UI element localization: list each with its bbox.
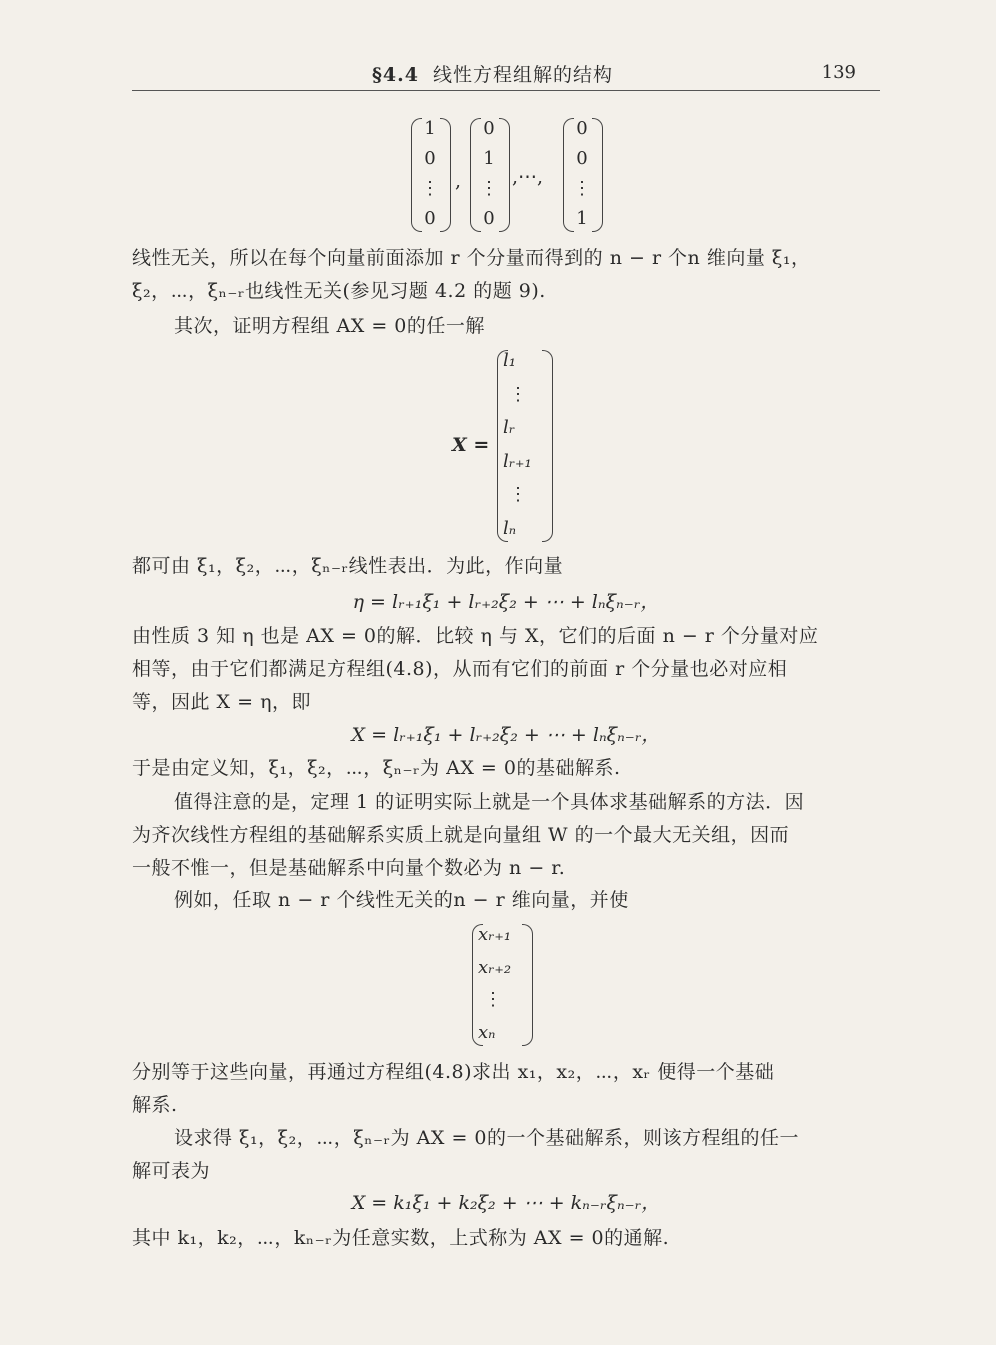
paragraph: 于是由定义知，ξ₁，ξ₂，⋯，ξₙ₋ᵣ为 AX = 0的基础解系. (132, 757, 621, 779)
right-paren (522, 924, 533, 1046)
text-line: 线性无关，所以在每个向量前面添加 r 个分量而得到的 n − r 个n 维向量 ξ₁， (132, 247, 811, 269)
paragraph (132, 1056, 880, 1122)
column-vector-1 (418, 118, 442, 230)
cell: ⋮ (421, 178, 439, 199)
comma: , (455, 170, 462, 192)
cell: 1 (576, 208, 588, 229)
cell: xₙ (478, 1021, 496, 1043)
vector-entries (503, 350, 547, 540)
section-title (372, 60, 613, 87)
column-vector-2 (477, 118, 501, 230)
cell: xᵣ₊₁ (478, 924, 512, 945)
cell: 0 (576, 118, 588, 139)
paragraph (132, 242, 880, 308)
text-line: 相等，由于它们都满足方程组(4.8)，从而有它们的前面 r 个分量也必对应相 (132, 658, 788, 680)
equation-x: X = lᵣ₊₁ξ₁ + lᵣ₊₂ξ₂ + ⋯ + lₙξₙ₋ᵣ， (351, 724, 661, 746)
vector-label: X = (452, 434, 490, 456)
cell: 0 (483, 208, 495, 229)
text-line: 值得注意的是，定理 1 的证明实际上就是一个具体求基础解系的方法．因 (174, 791, 805, 813)
cell: ⋮ (509, 383, 527, 405)
paragraph: 其次，证明方程组 AX = 0的任一解 (174, 315, 485, 337)
paragraph: 例如，任取 n − r 个线性无关的n − r 维向量，并使 (174, 889, 629, 911)
text-line: 等，因此 X = η，即 (132, 691, 311, 713)
vector-entries (478, 924, 528, 1044)
text-line: 解系. (132, 1094, 178, 1116)
text-line: 由性质 3 知 η 也是 AX = 0的解．比较 η 与 X，它们的后面 n − r 个分量对应 (132, 625, 819, 647)
right-paren (542, 350, 553, 542)
cell: l₁ (503, 350, 516, 371)
text-line: ξ₂，⋯，ξₙ₋ᵣ也线性无关(参见习题 4.2 的题 9). (132, 280, 546, 302)
text-line: 为齐次线性方程组的基础解系实质上就是向量组 W 的一个最大无关组，因而 (132, 824, 790, 846)
cell: 1 (424, 118, 436, 139)
cell: 0 (576, 148, 588, 169)
text-line: 一般不惟一，但是基础解系中向量个数必为 n − r. (132, 857, 566, 879)
separator: ,⋯, (512, 166, 544, 188)
right-paren (440, 118, 451, 232)
column-vector-3 (570, 118, 594, 230)
paragraph (132, 620, 880, 719)
paragraph (132, 1122, 880, 1188)
cell: ⋮ (484, 989, 502, 1011)
right-paren (592, 118, 603, 232)
paragraph: 都可由 ξ₁，ξ₂，⋯，ξₙ₋ᵣ线性表出．为此，作向量 (132, 555, 564, 577)
cell: xᵣ₊₂ (478, 956, 512, 978)
page-number: 139 (821, 62, 856, 83)
cell: 1 (483, 148, 495, 169)
equation-eta: η = lᵣ₊₁ξ₁ + lᵣ₊₂ξ₂ + ⋯ + lₙξₙ₋ᵣ， (352, 591, 660, 613)
cell: lᵣ (503, 417, 516, 439)
cell: 0 (483, 118, 495, 139)
right-paren (499, 118, 510, 232)
paragraph: 其中 k₁，k₂，⋯，kₙ₋ᵣ为任意实数，上式称为 AX = 0的通解. (132, 1227, 670, 1249)
cell: ⋮ (480, 178, 498, 199)
paragraph (132, 786, 880, 885)
text-line: 分别等于这些向量，再通过方程组(4.8)求出 x₁，x₂，⋯，xᵣ 便得一个基础 (132, 1061, 775, 1083)
equation-general-solution: X = k₁ξ₁ + k₂ξ₂ + ⋯ + kₙ₋ᵣξₙ₋ᵣ， (351, 1192, 661, 1214)
section-title-text: 线性方程组解的结构 (433, 64, 614, 86)
text-line: 解可表为 (132, 1160, 211, 1182)
cell: lᵣ₊₁ (503, 450, 532, 472)
cell: lₙ (503, 517, 517, 539)
text-line: 设求得 ξ₁，ξ₂，⋯，ξₙ₋ᵣ为 AX = 0的一个基础解系，则该方程组的任一 (174, 1127, 799, 1149)
cell: ⋮ (509, 484, 527, 506)
cell: 0 (424, 208, 436, 229)
section-number: §4.4 (372, 64, 419, 86)
page-header (132, 58, 880, 91)
cell: ⋮ (573, 178, 591, 199)
cell: 0 (424, 148, 436, 169)
